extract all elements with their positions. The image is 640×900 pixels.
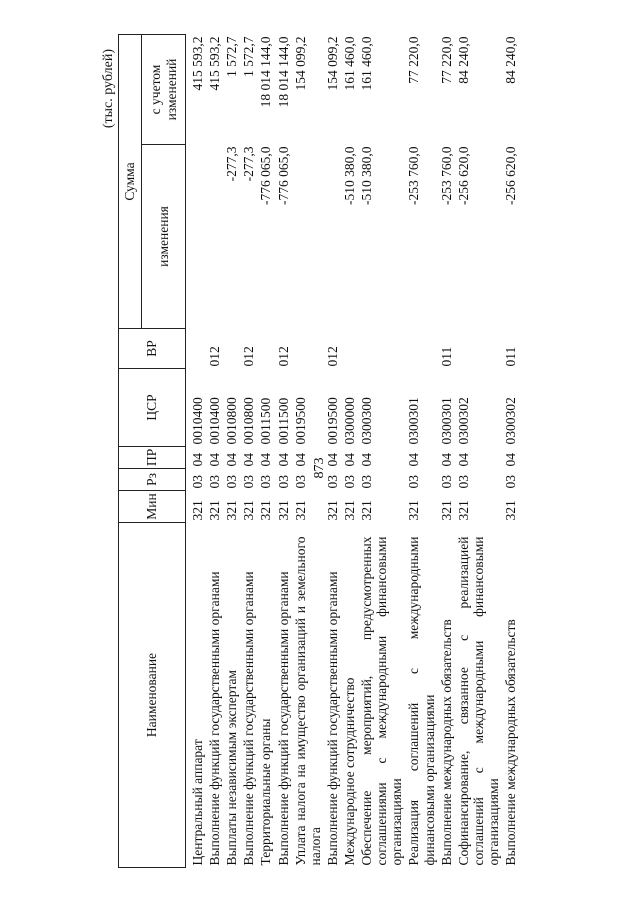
cell-name: Выполнение функций государственными органами: [241, 571, 257, 866]
cell-rz: 03: [207, 475, 223, 489]
cell-total: 154 099,2: [324, 36, 340, 91]
cell-total: 77 220,0: [406, 36, 422, 84]
cell-rz: 03: [359, 475, 375, 489]
header-csr: ЦСР: [119, 369, 186, 447]
cell-total: 1 572,7: [224, 36, 240, 77]
cell-change: -256 620,0: [455, 146, 471, 205]
cell-rz: 03: [224, 475, 240, 489]
header-min: Мин: [119, 491, 186, 523]
cell-pr: 04: [241, 453, 257, 467]
cell-csr: 0019500: [324, 397, 340, 445]
cell-vr: 012: [241, 346, 257, 367]
cell-min: 321: [359, 500, 375, 521]
cell-change: [186, 145, 207, 329]
table-row: [438, 34, 455, 867]
cell-min: 321: [324, 500, 340, 521]
cell-csr: 0300000: [341, 397, 357, 445]
header-name: Наименование: [119, 523, 186, 868]
cell-pr: 04: [207, 453, 223, 467]
table-row: [341, 34, 358, 867]
table-row: [324, 34, 341, 867]
cell-change: [206, 145, 223, 329]
cell-vr: [455, 329, 502, 369]
cell-vr: 012: [324, 346, 340, 367]
cell-rz: 03: [292, 475, 308, 489]
cell-change: -277,3: [241, 146, 257, 182]
budget-table: [118, 34, 519, 868]
header-sum: Сумма: [119, 34, 142, 328]
cell-change: -776 065,0: [258, 146, 274, 205]
header-rz: Рз: [119, 469, 186, 491]
cell-pr: 04: [292, 453, 308, 467]
cell-vr: [358, 329, 405, 369]
cell-name: Обеспечение мероприятий, предусмотренных соглашениями с международными финансовыми организациями: [359, 536, 405, 866]
cell-csr: 0300302: [503, 397, 519, 445]
cell-min: 321: [258, 500, 274, 521]
cell-name: Выплаты независимым экспертам: [224, 670, 240, 866]
table-row: [292, 34, 324, 867]
cell-pr: 04: [438, 453, 454, 467]
table-row: [275, 34, 292, 867]
table-row: [206, 34, 223, 867]
cell-csr: 0300301: [406, 397, 422, 445]
cell-change: [292, 145, 324, 329]
cell-min: 321: [455, 500, 471, 521]
cell-min: 321: [207, 500, 223, 521]
cell-csr: 0019500: [292, 397, 308, 445]
table-row: [223, 34, 240, 867]
cell-vr: [405, 329, 437, 369]
header-pr: ПР: [119, 447, 186, 469]
cell-rz: 03: [324, 475, 340, 489]
cell-pr: 04: [224, 453, 240, 467]
cell-rz: 03: [258, 475, 274, 489]
header-changes: изменения: [142, 145, 186, 329]
cell-total: 154 099,2: [292, 36, 308, 91]
cell-change: -510 380,0: [341, 146, 357, 205]
cell-name: Международное сотрудничество: [341, 677, 357, 866]
cell-min: 321: [292, 500, 308, 521]
cell-min: 321: [406, 500, 422, 521]
cell-csr: 0300300: [359, 397, 375, 445]
cell-total: 77 220,0: [438, 36, 454, 84]
cell-rz: 03: [341, 475, 357, 489]
cell-min: 321: [438, 500, 454, 521]
cell-rz: 03: [190, 475, 205, 489]
cell-change: -256 620,0: [503, 146, 519, 205]
cell-vr: [223, 329, 240, 369]
cell-total: 84 240,0: [455, 36, 471, 84]
cell-pr: 04: [258, 453, 274, 467]
cell-total: 161 460,0: [359, 36, 375, 91]
table-row: [405, 34, 437, 867]
table-body: [186, 34, 520, 867]
table-row: [240, 34, 257, 867]
cell-total: 84 240,0: [503, 36, 519, 84]
cell-vr: [186, 329, 207, 369]
cell-rz: 03: [241, 475, 257, 489]
cell-name: Выполнение функций государственными органами: [275, 571, 291, 866]
cell-total: 415 593,2: [190, 36, 205, 91]
cell-total: 415 593,2: [207, 36, 223, 91]
cell-vr: [257, 329, 274, 369]
cell-name: Софинансирование, связанное с реализацией соглашений с международными финансовыми организациями: [455, 536, 501, 866]
rotated-table-block: [100, 35, 519, 868]
cell-min: 321: [275, 500, 291, 521]
cell-csr: 0011500: [275, 397, 291, 445]
cell-name: Выполнение международных обязательств: [503, 619, 519, 866]
cell-vr: 011: [503, 346, 519, 367]
table-row: [186, 34, 207, 867]
cell-csr: 0300301: [438, 397, 454, 445]
cell-csr: 0010400: [207, 397, 223, 445]
cell-change: -253 760,0: [406, 146, 422, 205]
cell-name: Выполнение функций государственными органами: [207, 571, 223, 866]
cell-pr: 04: [275, 453, 291, 467]
cell-total: 161 460,0: [341, 36, 357, 91]
cell-pr: 04: [324, 453, 340, 467]
cell-total: 1 572,7: [241, 36, 257, 77]
table-row: [358, 34, 405, 867]
page-number: 873: [312, 457, 327, 479]
header-total: с учетом изменений: [142, 34, 186, 144]
cell-name: Уплата налога на имущество организаций и земельного налога: [292, 536, 323, 866]
cell-rz: 03: [406, 475, 422, 489]
cell-csr: 0011500: [258, 397, 274, 445]
cell-csr: 0010800: [241, 397, 257, 445]
cell-min: 321: [224, 500, 240, 521]
cell-csr: 0010400: [190, 397, 205, 445]
cell-pr: 04: [503, 453, 519, 467]
cell-min: 321: [341, 500, 357, 521]
cell-vr: [341, 329, 358, 369]
cell-change: -277,3: [224, 146, 240, 182]
cell-min: 321: [503, 500, 519, 521]
header-vr: ВР: [119, 329, 186, 369]
cell-change: -776 065,0: [275, 146, 291, 205]
table-row: [455, 34, 502, 867]
cell-rz: 03: [275, 475, 291, 489]
cell-vr: 011: [438, 346, 454, 367]
cell-total: 18 014 144,0: [258, 36, 274, 108]
cell-pr: 04: [455, 453, 471, 467]
cell-vr: 012: [207, 346, 223, 367]
cell-name: Выполнение функций государственными органами: [324, 571, 340, 866]
cell-min: 321: [241, 500, 257, 521]
table-row: [257, 34, 274, 867]
table-header: [119, 34, 186, 867]
cell-min: 321: [190, 500, 205, 521]
cell-rz: 03: [438, 475, 454, 489]
cell-rz: 03: [455, 475, 471, 489]
cell-rz: 03: [503, 475, 519, 489]
cell-vr: [292, 329, 324, 369]
cell-change: [324, 145, 341, 329]
cell-name: Реализация соглашений с международными финансовыми организациями: [406, 536, 437, 866]
cell-change: -253 760,0: [438, 146, 454, 205]
cell-name: Территориальные органы: [258, 718, 274, 866]
cell-pr: 04: [406, 453, 422, 467]
cell-name: Центральный аппарат: [190, 739, 205, 866]
cell-csr: 0300302: [455, 397, 471, 445]
cell-csr: 0010800: [224, 397, 240, 445]
cell-pr: 04: [190, 453, 205, 467]
cell-pr: 04: [341, 453, 357, 467]
units-label: (тыс. рублей): [101, 49, 116, 129]
cell-vr: 012: [275, 346, 291, 367]
table-row: [502, 34, 519, 867]
cell-pr: 04: [359, 453, 375, 467]
cell-name: Выполнение международных обязательств: [438, 619, 454, 866]
cell-change: -510 380,0: [359, 146, 375, 205]
cell-total: 18 014 144,0: [275, 36, 291, 108]
